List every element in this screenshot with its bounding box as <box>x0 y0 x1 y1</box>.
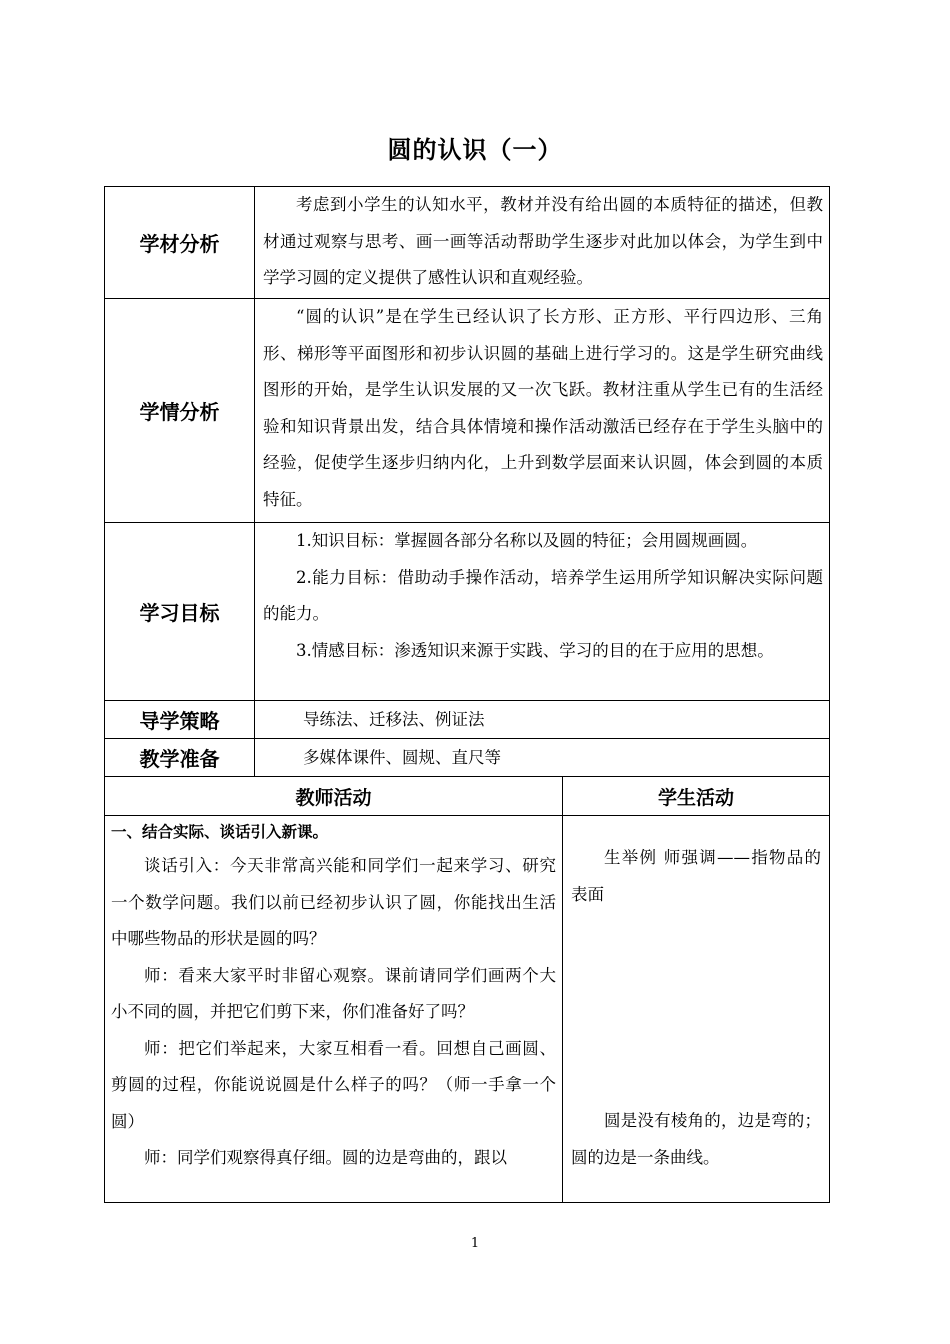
lesson-plan-table <box>104 186 830 1203</box>
row-activity-headers <box>105 777 830 816</box>
cell-situation <box>255 299 830 523</box>
cell-material <box>255 187 830 299</box>
section-heading: 一、结合实际、谈话引入新课。 <box>111 823 329 841</box>
label-situation: 学情分析 <box>105 299 255 523</box>
header-teacher-activity: 教师活动 <box>105 777 563 816</box>
label-goals: 学习目标 <box>105 523 255 701</box>
label-strategy: 导学策略 <box>105 701 255 739</box>
situation-text: “圆的认识”是在学生已经认识了长方形、正方形、平行四边形、三角形、梯形等平面图形和初步认识圆的基础上进行学习的。这是学生研究曲线图形的开始，是学生认识发展的又一次飞跃。教材注重从学生已有的生活经验和知识背景出发，结合具体情境和操作活动激活已经存在于学生头脑中的经验，促使学生逐步归纳内化，上升到数学层面来认识圆，体会到圆的本质特征。 <box>263 307 823 509</box>
goal-item: 1.知识目标：掌握圆各部分名称以及圆的特征；会用圆规画圆。 <box>296 531 758 550</box>
teacher-paragraph: 师：把它们举起来，大家互相看一看。回想自己画圆、剪圆的过程，你能说说圆是什么样子的吗？（师一手拿一个圆） <box>111 1038 556 1131</box>
cell-student-activity <box>563 816 830 1203</box>
page-title: 圆的认识（一） <box>387 136 563 164</box>
material-text: 考虑到小学生的认知水平，教材并没有给出圆的本质特征的描述，但教材通过观察与思考、画一画等活动帮助学生逐步对此加以体会，为学生到中学学习圆的定义提供了感性认识和直观经验。 <box>263 195 823 287</box>
goal-item: 2.能力目标：借助动手操作活动，培养学生运用所学知识解决实际问题的能力。 <box>263 567 823 623</box>
cell-teacher-activity <box>105 816 563 1203</box>
student-paragraph: 生举例 师强调——指物品的表面 <box>571 848 821 904</box>
row-material <box>105 187 830 299</box>
goal-item: 3.情感目标：渗透知识来源于实践、学习的目的在于应用的思想。 <box>296 640 774 660</box>
row-activities <box>105 816 830 1203</box>
row-situation <box>105 299 830 523</box>
teacher-paragraph: 师：同学们观察得真仔细。圆的边是弯曲的，跟以 <box>144 1148 507 1167</box>
row-goals <box>105 523 830 701</box>
strategy-text: 导练法、迁移法、例证法 <box>255 701 830 739</box>
student-paragraph: 圆是没有棱角的，边是弯的；圆的边是一条曲线。 <box>571 1111 821 1167</box>
cell-goals <box>255 523 830 701</box>
row-strategy <box>105 701 830 739</box>
page-number: 1 <box>470 1236 480 1251</box>
preparation-text: 多媒体课件、圆规、直尺等 <box>255 739 830 777</box>
label-material: 学材分析 <box>105 187 255 299</box>
row-preparation <box>105 739 830 777</box>
header-student-activity: 学生活动 <box>563 777 830 816</box>
label-preparation: 教学准备 <box>105 739 255 777</box>
teacher-paragraph: 谈话引入：今天非常高兴能和同学们一起来学习、研究一个数学问题。我们以前已经初步认识了圆，你能找出生活中哪些物品的形状是圆的吗？ <box>111 856 556 948</box>
teacher-paragraph: 师：看来大家平时非留心观察。课前请同学们画两个大小不同的圆，并把它们剪下来，你们准备好了吗？ <box>111 965 556 1021</box>
